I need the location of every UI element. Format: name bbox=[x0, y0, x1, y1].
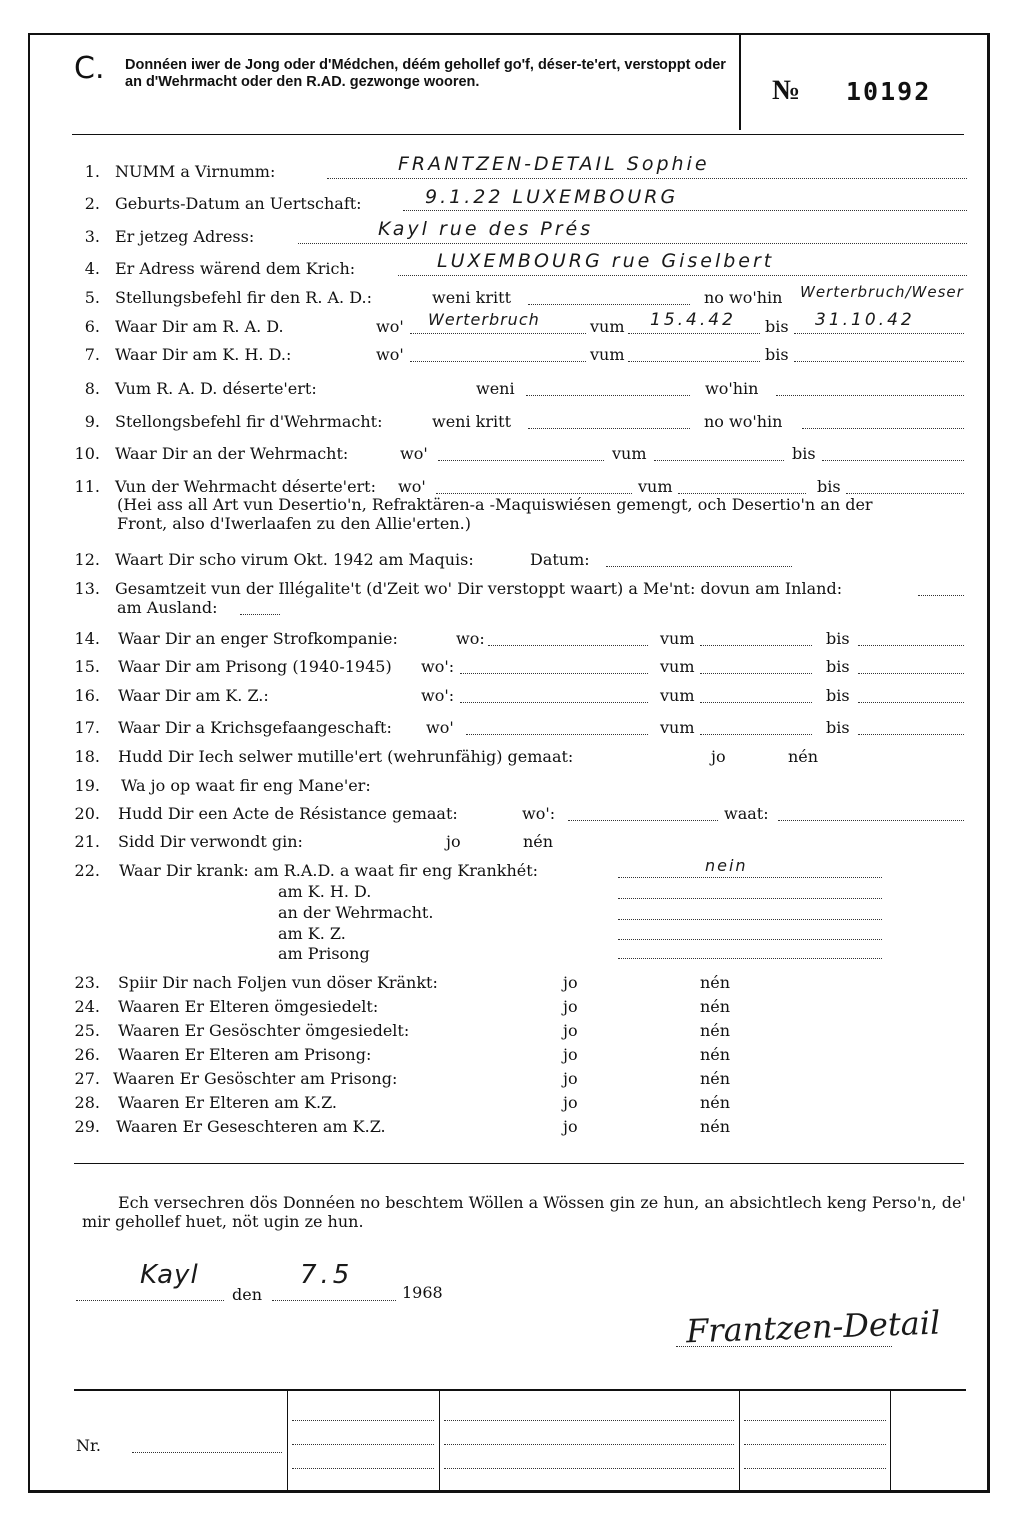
item-6-bis-value: 31.10.42 bbox=[815, 310, 915, 330]
item-11-vum-line bbox=[678, 493, 806, 494]
item-22-sub-wehrmacht: an der Wehrmacht. bbox=[278, 903, 434, 922]
item-20-label: Hudd Dir een Acte de Résistance gemaat: bbox=[118, 804, 458, 823]
item-3-line bbox=[298, 243, 967, 244]
item-12-label: Waart Dir scho virum Okt. 1942 am Maquis: bbox=[115, 550, 474, 569]
item-24-nen: nén bbox=[700, 997, 731, 1016]
item-15-vum-line bbox=[700, 673, 812, 674]
item-27-label: Waaren Er Gesöschter am Prisong: bbox=[113, 1069, 398, 1088]
item-9-number: 9. bbox=[84, 412, 100, 431]
item-14-number: 14. bbox=[74, 629, 100, 648]
footer-cell-line bbox=[444, 1444, 734, 1445]
item-11-wo: wo' bbox=[398, 477, 426, 496]
header-rule bbox=[72, 134, 964, 135]
item-15-vum: vum bbox=[660, 657, 695, 676]
item-13-inland-line bbox=[918, 595, 964, 596]
item-5-line bbox=[528, 304, 690, 305]
item-10-bis: bis bbox=[792, 444, 816, 463]
item-6-label: Waar Dir am R. A. D. bbox=[115, 317, 284, 336]
item-1-line bbox=[327, 178, 967, 179]
item-12-line bbox=[606, 566, 792, 567]
item-7-vum-line bbox=[628, 361, 760, 362]
item-17-vum-line bbox=[700, 734, 812, 735]
item-26-number: 26. bbox=[74, 1045, 100, 1064]
item-13-number: 13. bbox=[74, 579, 100, 598]
item-7-label: Waar Dir am K. H. D.: bbox=[115, 345, 292, 364]
item-7-vum: vum bbox=[590, 345, 625, 364]
item-23-label: Spiir Dir nach Foljen vun döser Kränkt: bbox=[118, 973, 438, 992]
nr-label: Nr. bbox=[76, 1436, 101, 1455]
item-9-wohin-line bbox=[802, 428, 964, 429]
item-17-label: Waar Dir a Krichsgefaangeschaft: bbox=[118, 718, 392, 737]
item-2-number: 2. bbox=[84, 194, 100, 213]
item-10-wo-line bbox=[438, 460, 604, 461]
item-8-weni-line bbox=[526, 395, 690, 396]
item-22-line-wehrmacht bbox=[618, 919, 882, 920]
item-29-label: Waaren Er Geseschteren am K.Z. bbox=[116, 1117, 386, 1136]
item-13-ausland-line bbox=[240, 614, 280, 615]
item-8-wohin: wo'hin bbox=[705, 379, 759, 398]
item-16-label: Waar Dir am K. Z.: bbox=[118, 686, 269, 705]
item-25-label: Waaren Er Gesöschter ömgesiedelt: bbox=[118, 1021, 410, 1040]
item-23-jo: jo bbox=[563, 973, 578, 992]
item-10-vum-line bbox=[654, 460, 784, 461]
footer-cell-line bbox=[444, 1468, 734, 1469]
number-label: № bbox=[772, 75, 801, 106]
item-11-bis-line bbox=[846, 493, 964, 494]
item-7-wo-line bbox=[410, 361, 586, 362]
item-23-number: 23. bbox=[74, 973, 100, 992]
item-22-sub-prisong: am Prisong bbox=[278, 944, 370, 963]
item-17-bis: bis bbox=[826, 718, 850, 737]
item-19-label: Wa jo op waat fir eng Mane'er: bbox=[121, 776, 371, 795]
item-5-wohin: no wo'hin bbox=[704, 288, 783, 307]
item-15-bis: bis bbox=[826, 657, 850, 676]
item-8-label: Vum R. A. D. déserte'ert: bbox=[115, 379, 317, 398]
footer-col-3 bbox=[739, 1391, 740, 1492]
item-28-jo: jo bbox=[563, 1093, 578, 1112]
item-20-waat: waat: bbox=[724, 804, 769, 823]
item-7-number: 7. bbox=[84, 345, 100, 364]
item-15-bis-line bbox=[858, 673, 964, 674]
item-22-line-rad bbox=[618, 877, 882, 878]
item-22-line-prisong bbox=[618, 958, 882, 959]
item-18-label: Hudd Dir Iech selwer mutille'ert (wehrunfähig) gemaat: bbox=[118, 747, 574, 766]
item-23-nen: nén bbox=[700, 973, 731, 992]
item-6-wo-line bbox=[410, 333, 586, 334]
footer-col-4 bbox=[890, 1391, 891, 1492]
item-12-number: 12. bbox=[74, 550, 100, 569]
item-8-weni: weni bbox=[476, 379, 515, 398]
item-6-wo: wo' bbox=[376, 317, 404, 336]
item-21-jo: jo bbox=[446, 832, 461, 851]
item-29-nen: nén bbox=[700, 1117, 731, 1136]
item-27-nen: nén bbox=[700, 1069, 731, 1088]
footer-col-2 bbox=[439, 1391, 440, 1492]
item-26-jo: jo bbox=[563, 1045, 578, 1064]
form-number: 10192 bbox=[846, 77, 932, 106]
item-14-bis: bis bbox=[826, 629, 850, 648]
item-14-bis-line bbox=[858, 645, 964, 646]
year-label: 1968 bbox=[402, 1283, 443, 1302]
item-15-wo: wo': bbox=[421, 657, 455, 676]
item-21-number: 21. bbox=[74, 832, 100, 851]
item-5-label: Stellungsbefehl fir den R. A. D.: bbox=[115, 288, 372, 307]
item-22-line-khd bbox=[618, 898, 882, 899]
item-13-label: Gesamtzeit vun der Illégalite't (d'Zeit wo' Dir verstoppt waart) a Me'nt: dovun am Inland: bbox=[115, 579, 843, 598]
item-28-label: Waaren Er Elteren am K.Z. bbox=[118, 1093, 338, 1112]
item-19-number: 19. bbox=[74, 776, 100, 795]
footer-cell-line bbox=[444, 1420, 734, 1421]
item-10-vum: vum bbox=[612, 444, 647, 463]
item-1-number: 1. bbox=[84, 162, 100, 181]
item-20-number: 20. bbox=[74, 804, 100, 823]
item-15-label: Waar Dir am Prisong (1940-1945) bbox=[118, 657, 392, 676]
item-20-wo-line bbox=[568, 820, 718, 821]
item-26-label: Waaren Er Elteren am Prisong: bbox=[118, 1045, 372, 1064]
item-14-label: Waar Dir an enger Strofkompanie: bbox=[118, 629, 398, 648]
item-24-number: 24. bbox=[74, 997, 100, 1016]
item-11-vum: vum bbox=[638, 477, 673, 496]
item-6-number: 6. bbox=[84, 317, 100, 336]
item-2-line bbox=[403, 210, 967, 211]
item-24-jo: jo bbox=[563, 997, 578, 1016]
item-28-nen: nén bbox=[700, 1093, 731, 1112]
footer-cell-line bbox=[292, 1444, 434, 1445]
footer-cell-line bbox=[744, 1444, 886, 1445]
item-16-number: 16. bbox=[74, 686, 100, 705]
date-line bbox=[272, 1300, 396, 1301]
footer-cell-line bbox=[744, 1420, 886, 1421]
item-15-number: 15. bbox=[74, 657, 100, 676]
item-16-wo: wo': bbox=[421, 686, 455, 705]
date-value: 7.5 bbox=[300, 1260, 354, 1290]
header-divider bbox=[739, 34, 741, 130]
item-25-number: 25. bbox=[74, 1021, 100, 1040]
item-8-number: 8. bbox=[84, 379, 100, 398]
item-17-number: 17. bbox=[74, 718, 100, 737]
item-9-weni: weni kritt bbox=[432, 412, 511, 431]
item-5-number: 5. bbox=[84, 288, 100, 307]
item-4-line bbox=[398, 275, 967, 276]
item-12-datum: Datum: bbox=[530, 550, 590, 569]
item-20-waat-line bbox=[778, 820, 964, 821]
questions-rule bbox=[74, 1163, 964, 1164]
item-6-wo-value: Werterbruch bbox=[428, 310, 540, 329]
place-value: Kayl bbox=[140, 1260, 199, 1290]
item-17-wo: wo' bbox=[426, 718, 454, 737]
item-4-number: 4. bbox=[84, 259, 100, 278]
item-7-wo: wo' bbox=[376, 345, 404, 364]
item-10-wo: wo' bbox=[400, 444, 428, 463]
item-7-bis: bis bbox=[765, 345, 789, 364]
item-24-label: Waaren Er Elteren ömgesiedelt: bbox=[118, 997, 379, 1016]
item-7-bis-line bbox=[794, 361, 964, 362]
item-11-bis: bis bbox=[817, 477, 841, 496]
footer-col-1 bbox=[287, 1391, 288, 1492]
item-11-number: 11. bbox=[74, 477, 100, 496]
item-5-wohin-value: Werterbruch/Weser bbox=[800, 283, 964, 301]
item-29-jo: jo bbox=[563, 1117, 578, 1136]
item-6-vum: vum bbox=[590, 317, 625, 336]
item-14-vum: vum bbox=[660, 629, 695, 648]
item-18-nen: nén bbox=[788, 747, 819, 766]
item-11-note-line-1: (Hei ass all Art vun Desertio'n, Refraktären-a -Maquiswiésen gemengt, och Desertio'n an der bbox=[117, 496, 873, 514]
item-6-bis-line bbox=[794, 333, 964, 334]
item-9-label: Stellongsbefehl fir d'Wehrmacht: bbox=[115, 412, 383, 431]
item-20-wo: wo': bbox=[522, 804, 556, 823]
item-17-wo-line bbox=[466, 734, 648, 735]
item-2-value: 9.1.22 LUXEMBOURG bbox=[425, 186, 679, 208]
item-8-wohin-line bbox=[776, 395, 964, 396]
item-11-wo-line bbox=[436, 493, 632, 494]
item-11-label: Vun der Wehrmacht déserte'ert: bbox=[115, 477, 376, 496]
item-3-number: 3. bbox=[84, 227, 100, 246]
item-27-jo: jo bbox=[563, 1069, 578, 1088]
item-16-bis: bis bbox=[826, 686, 850, 705]
item-27-number: 27. bbox=[74, 1069, 100, 1088]
footer-cell-line bbox=[744, 1468, 886, 1469]
item-22-line-kz bbox=[618, 939, 882, 940]
item-1-value: FRANTZEN-DETAIL Sophie bbox=[398, 153, 710, 175]
item-16-vum: vum bbox=[660, 686, 695, 705]
item-9-weni-line bbox=[528, 428, 690, 429]
item-14-vum-line bbox=[700, 645, 812, 646]
item-17-bis-line bbox=[858, 734, 964, 735]
item-5-weni: weni kritt bbox=[432, 288, 511, 307]
footer-cell-line bbox=[292, 1420, 434, 1421]
item-16-bis-line bbox=[858, 702, 964, 703]
item-26-nen: nén bbox=[700, 1045, 731, 1064]
item-6-bis: bis bbox=[765, 317, 789, 336]
item-21-label: Sidd Dir verwondt gin: bbox=[118, 832, 303, 851]
item-4-label: Er Adress wärend dem Krich: bbox=[115, 259, 356, 278]
item-1-label: NUMM a Virnumm: bbox=[115, 162, 276, 181]
item-21-nen: nén bbox=[523, 832, 554, 851]
section-title: Donnéen iwer de Jong oder d'Médchen, déém gehollef go'f, déser-te'ert, verstoppt oder an d'Wehrmacht oder den R.AD. gezwonge wooren. bbox=[125, 57, 726, 90]
declaration-text: Ech versechren dös Donnéen no beschtem Wöllen a Wössen gin ze hun, an absichtlech keng Perso'n, de' mir gehollef huet, nöt ugin ze hun. bbox=[82, 1193, 966, 1231]
item-15-wo-line bbox=[460, 673, 648, 674]
item-18-jo: jo bbox=[711, 747, 726, 766]
item-22-label: Waar Dir krank: am R.A.D. a waat fir eng Krankhét: bbox=[119, 861, 539, 880]
item-10-number: 10. bbox=[74, 444, 100, 463]
item-3-label: Er jetzeg Adress: bbox=[115, 227, 255, 246]
item-29-number: 29. bbox=[74, 1117, 100, 1136]
item-17-vum: vum bbox=[660, 718, 695, 737]
item-10-label: Waar Dir an der Wehrmacht: bbox=[115, 444, 349, 463]
footer-rule bbox=[74, 1389, 966, 1391]
item-14-wo-line bbox=[488, 645, 648, 646]
item-22-value: nein bbox=[705, 856, 748, 875]
item-16-vum-line bbox=[700, 702, 812, 703]
item-14-wo: wo: bbox=[456, 629, 485, 648]
item-22-sub-khd: am K. H. D. bbox=[278, 882, 372, 901]
footer-cell-line bbox=[292, 1468, 434, 1469]
item-16-wo-line bbox=[460, 702, 648, 703]
item-4-value: LUXEMBOURG rue Giselbert bbox=[437, 250, 775, 272]
item-18-number: 18. bbox=[74, 747, 100, 766]
item-6-vum-value: 15.4.42 bbox=[650, 310, 736, 330]
item-25-nen: nén bbox=[700, 1021, 731, 1040]
item-13-ausland: am Ausland: bbox=[117, 598, 218, 617]
item-9-wohin: no wo'hin bbox=[704, 412, 783, 431]
signature: Frantzen-Detail bbox=[685, 1303, 941, 1351]
item-28-number: 28. bbox=[74, 1093, 100, 1112]
item-22-number: 22. bbox=[74, 861, 100, 880]
den-label: den bbox=[232, 1285, 263, 1304]
item-22-sub-kz: am K. Z. bbox=[278, 924, 346, 943]
item-10-bis-line bbox=[822, 460, 964, 461]
item-3-value: Kayl rue des Prés bbox=[378, 218, 594, 240]
item-6-vum-line bbox=[628, 333, 760, 334]
place-line bbox=[76, 1300, 224, 1301]
signature-line bbox=[676, 1346, 892, 1347]
item-11-note-line-2: Front, also d'Iwerlaafen zu den Allie'erten.) bbox=[117, 514, 471, 533]
section-letter: C. bbox=[74, 51, 105, 86]
nr-line bbox=[132, 1452, 282, 1453]
item-25-jo: jo bbox=[563, 1021, 578, 1040]
item-2-label: Geburts-Datum an Uertschaft: bbox=[115, 194, 362, 213]
